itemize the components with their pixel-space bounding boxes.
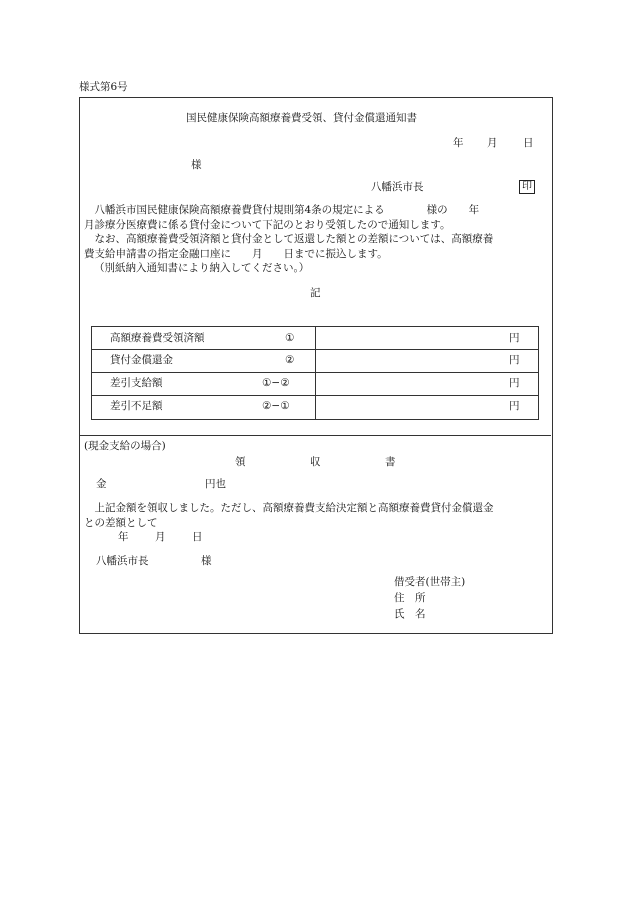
receipt-date-month: 月 — [155, 531, 166, 543]
addressee-suffix: 様 — [191, 159, 202, 171]
receipt-title-char: 領 — [235, 456, 246, 468]
table-row-mark: ②−① — [262, 400, 290, 412]
notice-body — [84, 203, 493, 276]
form-number: 様式第6号 — [79, 81, 128, 93]
notice-date-day: 日 — [523, 137, 534, 149]
receipt-date-year: 年 — [118, 531, 129, 543]
notice-body-line: 月診療分医療費に係る貸付金について下記のとおり受領したので通知します。 — [84, 218, 451, 231]
table-row-mark: ① — [285, 332, 295, 344]
notice-date-year: 年 — [453, 137, 464, 149]
receipt-title-char: 収 — [310, 456, 321, 468]
receipt-text — [84, 501, 494, 530]
receipt-heading: (現金支給の場合) — [84, 440, 166, 452]
receipt-text-line: との差額として — [84, 516, 158, 529]
table-row-label: 差引不足額 — [110, 400, 163, 412]
address-label: 住 所 — [394, 592, 426, 604]
table-row-mark: ①−② — [262, 377, 290, 389]
table-row-unit: 円 — [509, 377, 520, 389]
notice-body-line: なお、高額療養費受領済額と貸付金として返還した額との差額については、高額療養 — [84, 233, 494, 245]
table-row-divider — [92, 349, 538, 350]
table-row-label: 差引支給額 — [110, 377, 163, 389]
notice-body-line: （別紙納入通知書により納入してください。） — [94, 262, 310, 274]
ki-label: 記 — [310, 287, 321, 299]
notice-title: 国民健康保険高額療養費受領、貸付金償還通知書 — [186, 112, 417, 124]
receipt-date-day: 日 — [192, 531, 203, 543]
receipt-title-char: 書 — [385, 456, 396, 468]
amount-prefix: 金 — [96, 478, 107, 490]
table-row-unit: 円 — [509, 400, 520, 412]
borrower-label: 借受者(世帯主) — [394, 576, 466, 588]
receipt-text-line: 上記金額を領収しました。ただし、高額療養費支給決定額と高額療養費貸付金償還金 — [84, 502, 494, 514]
name-label: 氏 名 — [394, 608, 426, 620]
notice-body-line: 八幡浜市国民健康保険高額療養費貸付規則第4条の規定による 様の 年 — [84, 204, 480, 216]
table-row-label: 貸付金償還金 — [110, 354, 173, 366]
section-divider — [80, 435, 551, 436]
notice-body-line: 費支給申請書の指定金融口座に 月 日までに振込します。 — [84, 247, 388, 260]
table-row-divider — [92, 395, 538, 396]
table-column-divider — [315, 327, 316, 419]
table-row-mark: ② — [285, 354, 295, 366]
receipt-addressee-suffix: 様 — [201, 555, 212, 567]
seal-mark: 印 — [519, 180, 535, 194]
amount-suffix: 円也 — [205, 478, 226, 490]
receipt-addressee: 八幡浜市長 — [96, 555, 149, 567]
table-row-label: 高額療養費受領済額 — [110, 332, 205, 344]
table-row-divider — [92, 372, 538, 373]
table-row-unit: 円 — [509, 354, 520, 366]
table-row-unit: 円 — [509, 332, 520, 344]
issuer: 八幡浜市長 — [371, 181, 424, 193]
notice-date-month: 月 — [487, 137, 498, 149]
